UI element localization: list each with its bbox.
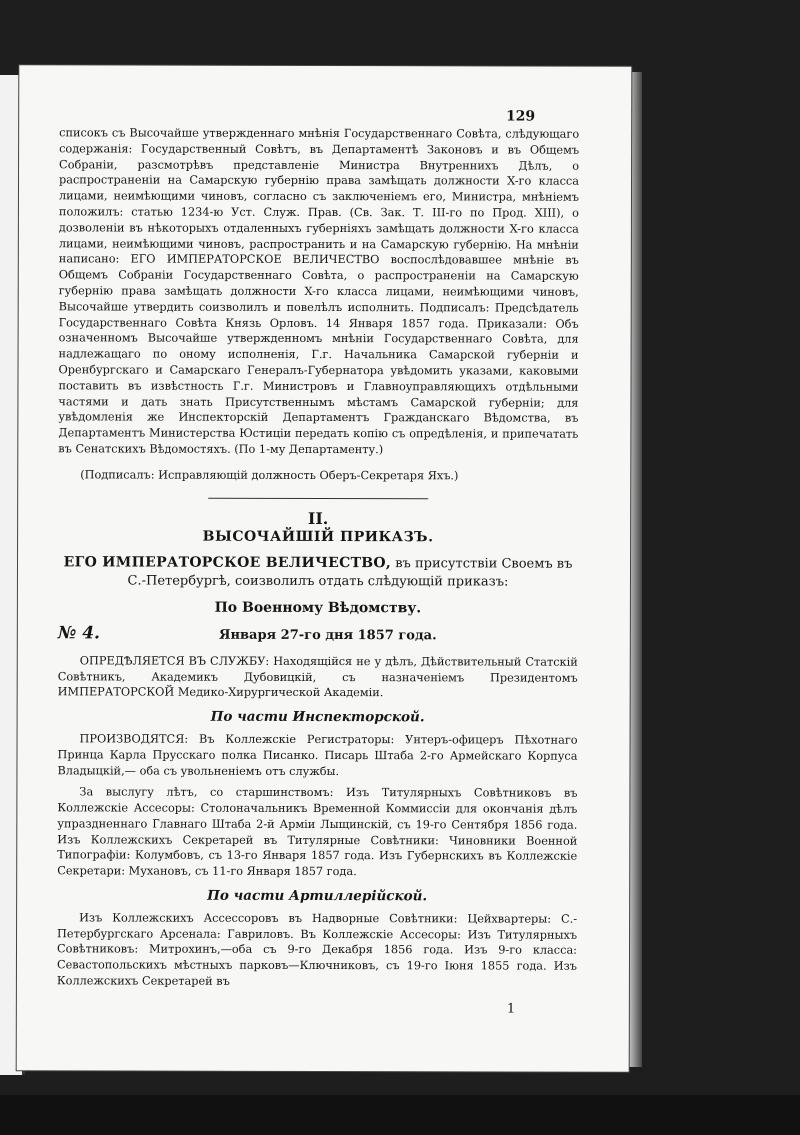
artillery-paragraph: Изъ Коллежскихъ Ассессоровъ въ Надворные Совѣтники: Цейхвартеры: С.-Петербургскаго Арсенала: Гавриловъ. Въ Коллежскіе Ассесоры: Изъ Титулярныхъ Совѣтниковъ: Митрохинъ,—оба съ 9-го Декабря 1856 года. Изъ 9-го класса: Севастопольскихъ мѣстныхъ парковъ—Ключниковъ, съ 19-го Іюня 1855 года. Изъ Коллежскихъ Секретарей въ [56, 911, 578, 988]
order-title: ВЫСОЧАЙШІЙ ПРИКАЗЪ. [202, 529, 434, 546]
subhead-inspector: По части Инспекторской. [210, 708, 425, 726]
section-number: II. [307, 508, 329, 528]
majesty-bold: ЕГО ИМПЕРАТОРСКОЕ ВЕЛИЧЕСТВО, [63, 554, 392, 572]
order-number-line [57, 623, 578, 644]
order-date: Января 27-го дня 1857 года. [219, 627, 437, 644]
order-number: № 4. [57, 623, 101, 644]
seniority-paragraph: За выслугу лѣтъ, со старшинствомъ: Изъ Титулярныхъ Совѣтниковъ въ Коллежскіе Ассесоры: Столоначальникъ Временной Коммиссіи для окончанія дѣлъ упраздненнаго Главнаго Штаба 2-й Арміи Лыщинскій, съ 19-го Сентября 1856 года. Изъ Коллежскихъ Секретарей въ Титулярные Совѣтники: Чиновники Военной Типографіи: Колумбовъ, съ 13-го Января 1857 года. Изъ Губернскихъ въ Коллежскіе Секретари: Мухановъ, съ 11-го Января 1857 года. [57, 785, 578, 879]
senate-decree-paragraph: списокъ съ Высочайше утвержденнаго мнѣнія Государственнаго Совѣта, слѣдующаго содержанія: Государственный Совѣтъ, въ Департаментѣ Законовъ и въ Общемъ Собраніи, разсмотрѣвъ представленіе Министра Внутреннихъ Дѣлъ, о распространеніи на Самарскую губернію права замѣщать должности X-го класса лицами, неимѣющими чиновъ, согласно съ заключеніемъ его, Министра, мнѣніемъ положилъ: статью 1234-ю Уст. Служ. Прав. (Св. Зак. Т. III-го по Прод. XIII), о дозволеніи въ нѣкоторыхъ отдаленныхъ губерніяхъ замѣщать должности X-го класса лицами, неимѣющими чиновъ, распространить и на Самарскую губернію. На мнѣніи написано: ЕГО ИМПЕРАТОРСКОЕ ВЕЛИЧЕСТВО воспослѣдовавшее мнѣніе въ Общемъ Собраніи Государственнаго Совѣта, о распространеніи на Самарскую губернію права замѣщать должности X-го класса лицами, неимѣющими чиновъ, Высочайше утвердить соизволилъ и повелѣлъ исполнить. Подписалъ: Предсѣдатель Государственнаго Совѣта Князь Орловъ. 14 Января 1857 года. Приказали: Объ означенномъ Высочайше утвержденномъ мнѣніи Государственнаго Совѣта, для надлежащаго по оному исполненія, Г.г. Начальника Самарской губерніи и Оренбургскаго и Самарскаго Генералъ-Губернатора увѣдомить указами, каковыми поставить въ извѣстность Г.г. Министровъ и Главноуправляющихъ отдѣльными частями и дать знать Присутственнымъ мѣстамъ Самарской губерніи; для увѣдомленія же Инспекторскій Департаментъ Гражданскаго Вѣдомства, въ Департаментъ Министерства Юстиціи передать копію съ опредѣленія, и припечатать въ Сенатскихъ Вѣдомостяхъ. (По 1-му Департаменту.) [58, 126, 580, 457]
signature-line: (Подписалъ: Исправляющій должность Оберъ-Секретаря Яхъ.) [80, 468, 459, 483]
appointment-paragraph: ОПРЕДѢЛЯЕТСЯ ВЪ СЛУЖБУ: Находящійся не у дѣлъ, Дѣйствительный Статскій Совѣтникъ, Академикъ Дубовицкій, съ назначеніемъ Президентомъ ИМПЕРАТОРСКОЙ Медико-Хирургической Академіи. [57, 654, 578, 700]
section-divider [208, 497, 428, 499]
subhead-artillery: По части Артиллерійской. [207, 887, 428, 905]
department-heading: По Военному Вѣдомству. [214, 599, 422, 617]
page-number: 129 [505, 108, 536, 125]
page-content [57, 125, 579, 990]
majesty-line [58, 553, 578, 591]
promotions-paragraph: ПРОИЗВОДЯТСЯ: Въ Коллежскіе Регистраторы: Унтеръ-офицеръ Пѣхотнаго Принца Карла Прусскаго полка Писанко. Писарь Штаба 2-го Армейскаго Корпуса Владыцкій,— оба съ увольненіемъ отъ службы. [57, 732, 578, 778]
signature-mark: 1 [506, 1001, 516, 1017]
majesty-rest: въ присутствіи Своемъ въ С.-Петербургѣ, соизволилъ отдать слѣдующій приказъ: [127, 556, 573, 590]
scan-bottom-strip [0, 1095, 800, 1135]
document-page [17, 65, 632, 1072]
